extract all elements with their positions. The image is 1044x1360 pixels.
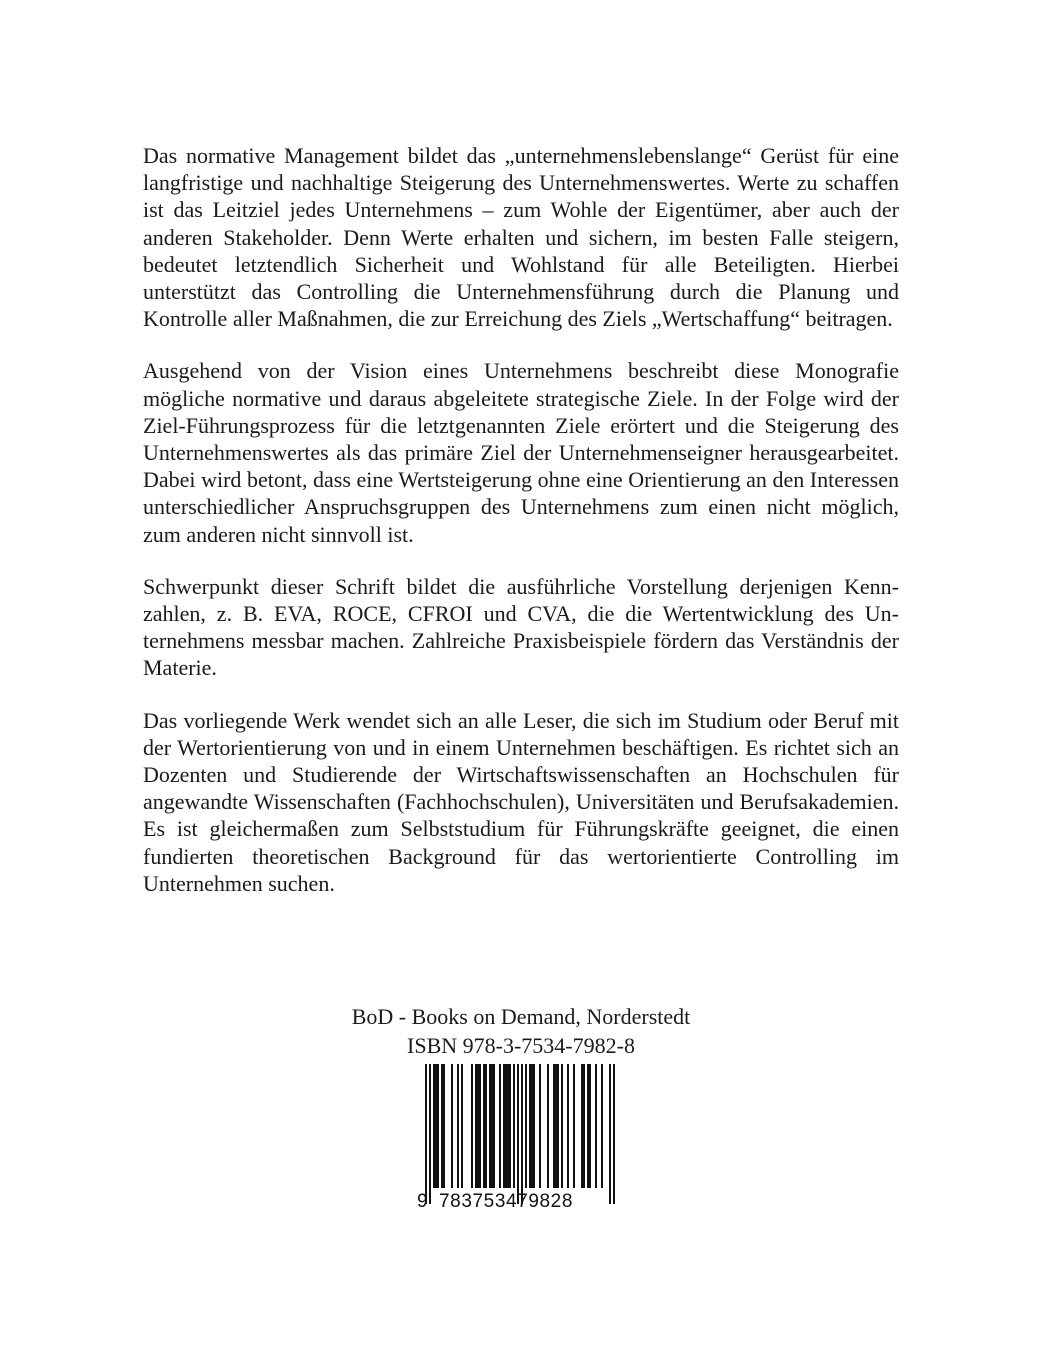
blurb-paragraph-1: Das normative Management bildet das „unternehmenslebenslange“ Gerüst für eine langfristige und nachhaltige Steigerung des Unternehmenswertes. Werte zu schaffen ist das Leitziel jedes Unternehmens – zum Wohle der Eigentümer, aber auch der anderen Stakeholder. Denn Werte erhalten und sichern, im besten Falle steigern, bedeutet letztendlich Sicherheit und Wohlstand für alle Beteiligten. Hierbei unterstützt das Controlling die Unternehmensführung durch die Planung und Kontrolle aller Maßnahmen, die zur Erreichung des Ziels „Wertschaffung“ beitragen.	[143, 143, 899, 332]
barcode-bar	[493, 1064, 495, 1188]
barcode-bar	[595, 1064, 597, 1188]
barcode-bar	[471, 1064, 473, 1188]
barcode-bar	[557, 1064, 559, 1188]
barcode-bar	[489, 1064, 491, 1188]
barcode-bar	[477, 1064, 479, 1188]
barcode-bar	[547, 1064, 549, 1188]
barcode-first-digit: 9	[417, 1191, 429, 1212]
blurb-paragraph-2: Ausgehend von der Vision eines Unternehmens beschreibt diese Monografie mögliche normative und daraus abgeleitete strategische Ziele. In der Folge wird der Ziel-Führungsprozess für die letztgenannten Ziele erörtert und die Steigerung des Unternehmenswertes als das primäre Ziel der Unternehmenseigner herausgearbeitet. Dabei wird betont, dass eine Wertsteigerung ohne eine Orientierung an den Interessen unterschiedlicher Anspruchsgruppen des Unternehmens zum einen nicht möglich, zum anderen nicht sinnvoll ist.	[143, 358, 899, 547]
barcode-bar	[573, 1064, 575, 1188]
barcode-bar	[533, 1064, 535, 1188]
barcode-bar	[517, 1064, 519, 1204]
barcode-remaining-digits: 783753479828	[439, 1191, 574, 1212]
barcode-bar	[503, 1064, 505, 1188]
barcode-bar	[461, 1064, 463, 1188]
barcode-bar	[443, 1064, 445, 1188]
barcode-bar	[529, 1064, 531, 1188]
barcode-bar	[525, 1064, 527, 1188]
publisher-name: BoD - Books on Demand, Norderstedt	[351, 1004, 691, 1029]
barcode-bar	[425, 1064, 427, 1204]
barcode-bar	[499, 1064, 501, 1188]
barcode-bar	[435, 1064, 437, 1188]
barcode-bar	[475, 1064, 477, 1188]
isbn-text: ISBN 978-3-7534-7982-8	[407, 1033, 635, 1058]
barcode-bar	[437, 1064, 439, 1188]
barcode-bar	[451, 1064, 453, 1188]
barcode-bar	[567, 1064, 569, 1188]
blurb-paragraph-4: Das vorliegende Werk wendet sich an alle Leser, die sich im Studium oder Beruf mit der Wertorientierung von und in einem Unternehmen beschäftigen. Es richtet sich an Dozenten und Studierende der Wirtschaftswissenschaften an Hochschulen für angewandte Wissenschaften (Fachhochschulen), Universitäten und Berufsakademien. Es ist gleichermaßen zum Selbststudium für Führungskräfte geeignet, die einen fundierten theoretischen Background für das wertorientierte Controlling im Unternehmen suchen.	[143, 707, 899, 896]
barcode-bar	[587, 1064, 589, 1188]
barcode-bar	[609, 1064, 611, 1204]
barcode-bar	[521, 1064, 523, 1204]
barcode-bar	[561, 1064, 563, 1188]
barcode-bar	[601, 1064, 603, 1188]
barcode-bar	[509, 1064, 511, 1188]
barcode-bar	[531, 1064, 533, 1188]
barcode-bar	[457, 1064, 459, 1188]
blurb-paragraph-3: Schwerpunkt dieser Schrift bildet die ausführliche Vorstellung derjenigen Kennzahlen, z. B. EVA, ROCE, CFROI und CVA, die die Wertentwicklung des Unternehmens messbar machen. Zahlreiche Praxisbeispiele fördern das Verständnis der Materie.	[143, 573, 899, 681]
barcode-bar	[491, 1064, 493, 1188]
barcode-bar	[441, 1064, 443, 1188]
barcode-bar	[507, 1064, 509, 1188]
barcode-bar	[485, 1064, 487, 1188]
barcode-bar	[429, 1064, 431, 1204]
blurb-text	[143, 142, 899, 922]
barcode-bar	[513, 1064, 515, 1188]
barcode-bar	[505, 1064, 507, 1188]
barcode-bar	[539, 1064, 541, 1188]
barcode-bar	[555, 1064, 557, 1188]
barcode-bar	[583, 1064, 585, 1188]
barcode-bar	[553, 1064, 555, 1188]
barcode-bar	[581, 1064, 583, 1188]
barcode-bar	[433, 1064, 435, 1188]
publisher-block	[143, 1002, 899, 1060]
barcode-bar	[479, 1064, 481, 1188]
barcode-bar	[483, 1064, 485, 1188]
barcode-bar	[613, 1064, 615, 1204]
barcode-bar	[589, 1064, 591, 1188]
